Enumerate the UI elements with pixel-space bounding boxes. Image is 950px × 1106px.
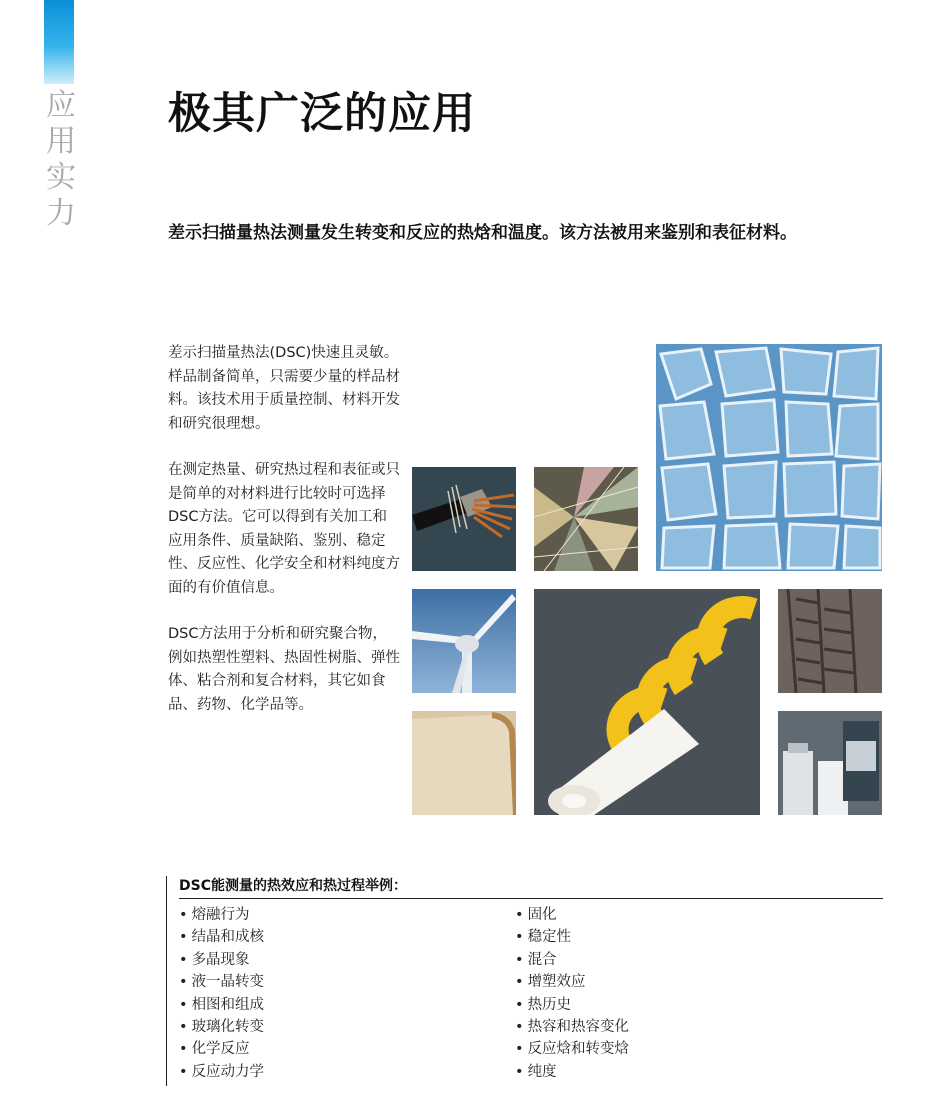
list-item: • 液一晶转变	[179, 971, 264, 993]
pipe-insulation-photo	[534, 589, 760, 815]
intro-text	[168, 342, 400, 740]
page-subtitle: 差示扫描量热法测量发生转变和反应的热焓和温度。该方法被用来鉴别和表征材料。	[168, 223, 797, 243]
intro-paragraph: DSC方法用于分析和研究聚合物，例如热塑性塑料、热固性树脂、弹性体、粘合剂和复合材料，其它如食品、药物、化学品等。	[168, 626, 400, 713]
tire-tread-photo	[778, 589, 882, 693]
section-label	[44, 88, 78, 232]
section-label-char: 力	[46, 196, 76, 231]
list-item: • 结晶和成核	[179, 926, 264, 948]
thermal-effects-section	[166, 876, 885, 1086]
list-item: • 化学反应	[179, 1038, 264, 1060]
section-label-char: 应	[46, 88, 76, 123]
side-accent-bar	[44, 0, 74, 84]
thermal-effects-heading: DSC能测量的热效应和热过程举例：	[179, 876, 883, 899]
page-title: 极其广泛的应用	[168, 89, 476, 139]
intro-paragraph: 在测定热量、研究热过程和表征或只是简单的对材料进行比较时可选择DSC方法。它可以得到有关加工和应用条件、质量缺陷、鉴别、稳定性、反应性、化学安全和材料纯度方面的有价值信息。	[168, 462, 400, 596]
wind-turbine-photo	[412, 589, 516, 693]
list-item: • 固化	[515, 904, 629, 926]
crystal-micrograph-photo	[534, 467, 638, 571]
list-item: • 稳定性	[515, 926, 629, 948]
list-item: • 热容和热容变化	[515, 1016, 629, 1038]
list-item: • 反应焓和转变焓	[515, 1038, 629, 1060]
list-item: • 热历史	[515, 994, 629, 1016]
list-item: • 增塑效应	[515, 971, 629, 993]
list-item: • 相图和组成	[179, 994, 264, 1016]
list-item: • 反应动力学	[179, 1061, 264, 1083]
section-label-char: 实	[46, 160, 76, 195]
list-item: • 多晶现象	[179, 949, 264, 971]
list-item: • 纯度	[515, 1061, 629, 1083]
thermal-effects-list-right	[515, 904, 629, 1083]
bread-photo	[412, 711, 516, 815]
cable-photo	[412, 467, 516, 571]
chemical-bottles-photo	[778, 711, 882, 815]
ice-crystals-photo	[656, 344, 882, 571]
intro-paragraph: 差示扫描量热法(DSC)快速且灵敏。样品制备简单，只需要少量的样品材料。该技术用于质量控制、材料开发和研究很理想。	[168, 345, 400, 432]
list-item: • 混合	[515, 949, 629, 971]
list-item: • 熔融行为	[179, 904, 264, 926]
thermal-effects-list-left	[179, 904, 264, 1083]
list-item: • 玻璃化转变	[179, 1016, 264, 1038]
section-label-char: 用	[46, 124, 76, 159]
